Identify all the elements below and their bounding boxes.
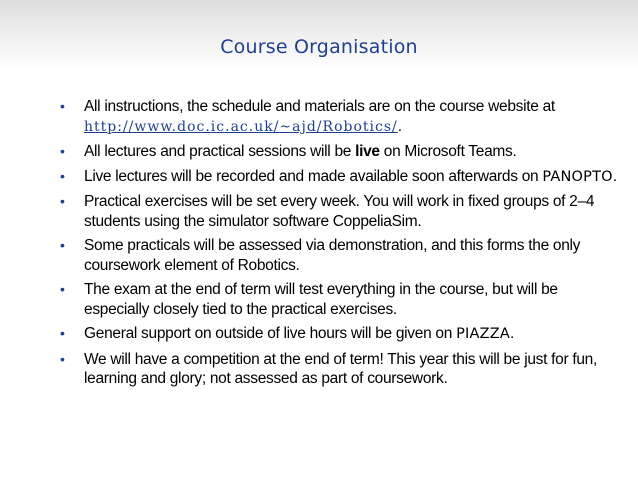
slide-title: Course Organisation [220,36,418,58]
header-band [0,0,638,70]
bullet-text: Some practicals will be assessed via demonstration, and this forms the only coursework element of Robotics. [84,237,581,274]
bullet-item [60,142,620,162]
bullet-item [60,192,620,231]
bullet-text-end: . [612,167,617,185]
bullet-text: We will have a competition at the end of term! This year this will be just for fun, learning and glory; not assessed as part of coursework. [84,350,597,387]
bullet-text-end: . [397,117,402,135]
bullet-item [60,350,620,389]
bullet-text: The exam at the end of term will test everything in the course, but will be especially closely tied to the practical exercises. [84,281,558,318]
bullet-icon: • [60,325,65,341]
bullet-icon: • [60,281,65,297]
bullet-emphasis: live [355,143,380,160]
bullet-text: All lectures and practical sessions will be [84,143,356,160]
bullet-item [60,97,620,137]
course-website-link[interactable]: http://www.doc.ic.ac.uk/~ajd/Robotics/ [84,118,398,135]
bullet-icon: • [60,167,65,184]
bullet-text: Practical exercises will be set every week. You will work in fixed groups of 2–4 students using the simulator software CoppeliaSim. [84,193,595,230]
bullet-icon: • [60,193,65,209]
bullet-icon: • [60,350,65,367]
bullet-text: All instructions, the schedule and materials are on the course website at [84,98,555,115]
bullet-item [60,324,620,345]
bullet-icon: • [60,237,65,253]
bullet-platform-name: PANOPTO [542,168,613,185]
bullet-item [60,167,620,188]
bullet-text: General support on outside of live hours will be given on [84,325,457,342]
bullet-text-end: . [510,325,515,342]
bullet-item [60,236,620,275]
bullet-icon: • [60,143,65,159]
bullet-platform-name: PIAZZA [456,326,510,342]
bullet-icon: • [60,98,65,114]
bullet-text-end: on Microsoft Teams. [379,143,517,160]
bullet-item [60,280,620,319]
bullet-list [60,97,620,394]
bullet-text: Live lectures will be recorded and made available soon afterwards on [84,167,543,185]
